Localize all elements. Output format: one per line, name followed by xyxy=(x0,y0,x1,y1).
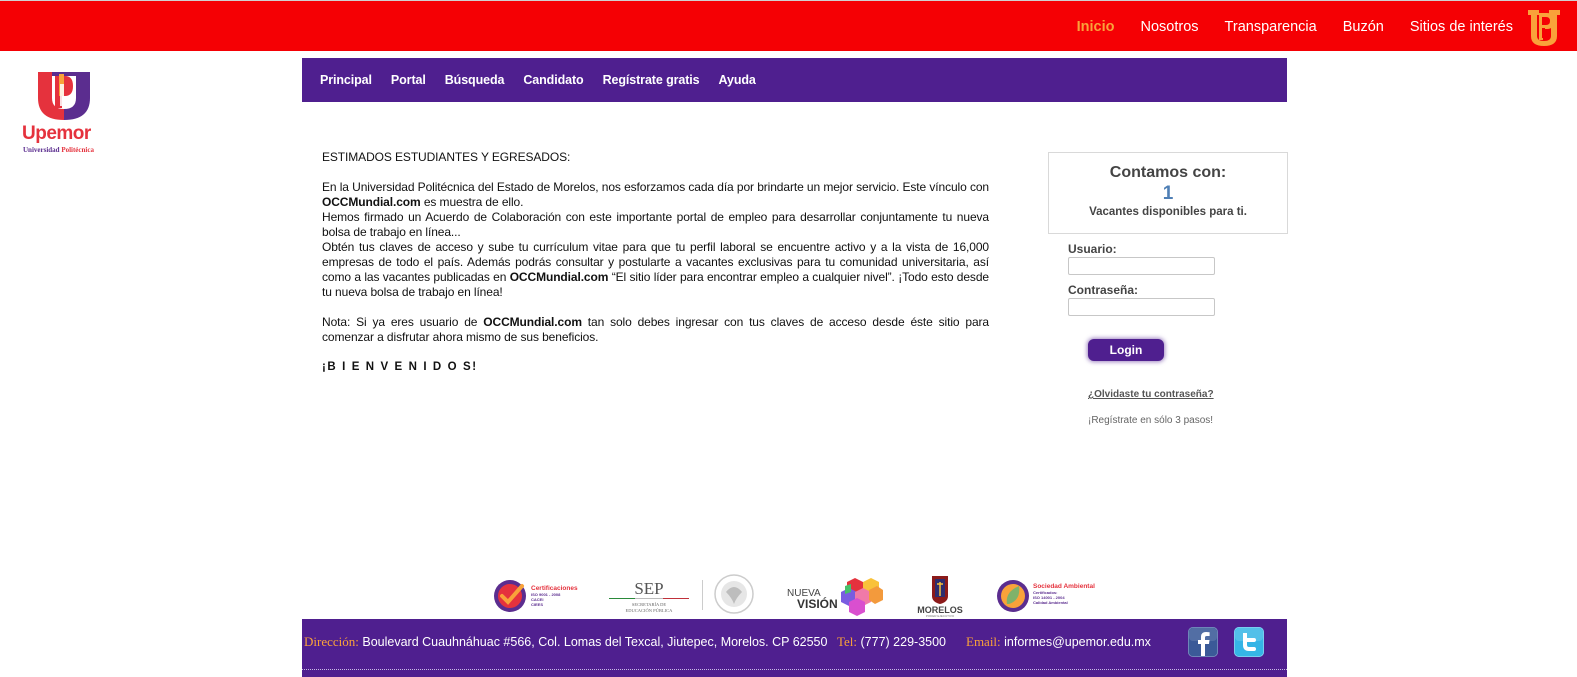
footer xyxy=(302,619,1287,677)
address-label: Dirección: xyxy=(304,634,359,649)
password-input[interactable] xyxy=(1068,298,1215,316)
paragraph-3-text-b: “El sitio líder para encontrar empleo a cualquier nivel”. ¡Todo esto desde tu nueva bolsa de trabajo en línea! xyxy=(322,270,989,299)
tel-value: (777) 229-3500 xyxy=(860,635,946,649)
top-nav-transparencia[interactable]: Transparencia xyxy=(1224,18,1317,35)
twitter-icon[interactable] xyxy=(1234,627,1264,657)
email-value[interactable]: informes@upemor.edu.mx xyxy=(1004,635,1151,649)
facebook-icon[interactable] xyxy=(1188,627,1218,657)
svg-text:NUEVA: NUEVA xyxy=(787,588,821,599)
occ-brand: OCCMundial.com xyxy=(322,195,421,209)
svg-text:Calidad Ambiental: Calidad Ambiental xyxy=(1033,600,1068,605)
note-text-a: Nota: Si ya eres usuario de xyxy=(322,315,484,329)
paragraph-1-text-b: es muestra de ello. xyxy=(420,195,524,209)
top-nav-sitios-de-interes[interactable]: Sitios de interés xyxy=(1409,18,1513,35)
svg-text:MORELOS: MORELOS xyxy=(917,605,963,615)
paragraph-1-text-a: En la Universidad Politécnica del Estado de Morelos, nos esforzamos cada día por brindarte un mejor servicio. Este vínculo con xyxy=(322,180,989,194)
svg-text:ISO 9001 - 2008: ISO 9001 - 2008 xyxy=(531,592,561,597)
vacancy-count: 1 xyxy=(1162,183,1174,204)
paragraph-2: Hemos firmado un Acuerdo de Colaboración con este importante portal de empleo para desarrollar conjuntamente tu nueva bolsa de trabajo en línea... xyxy=(322,210,989,239)
nav-registrate-gratis[interactable]: Regístrate gratis xyxy=(602,73,700,87)
occ-brand: OCCMundial.com xyxy=(509,270,609,284)
username-label: Usuario: xyxy=(1068,242,1117,256)
paragraph-3-text-a: Obtén tus claves de acceso y sube tu currículum vitae para que tu perfil laboral se encuentre activo y a la vista de 16,000 empresas de todo el país. Además podrás consultar y postularte a vacantes exclusivas para tu comunidad universitaria, así como a las vacantes publicadas en xyxy=(322,240,989,284)
partner-logos xyxy=(302,574,1287,619)
upemor-logo[interactable] xyxy=(20,70,110,158)
note-text-b: tan solo debes ingresar con tus claves de acceso desde éste sitio para comenzar a disfrutar ahora mismo de sus beneficios. xyxy=(322,315,989,344)
svg-text:SEP: SEP xyxy=(634,579,664,598)
counter-subtitle: Vacantes disponibles para ti. xyxy=(1089,206,1247,218)
brand-subtitle-universidad: Universidad xyxy=(23,146,60,154)
svg-text:Sociedad Ambiental: Sociedad Ambiental xyxy=(1033,583,1095,590)
register-link[interactable]: ¡Regístrate en sólo 3 pasos! xyxy=(1088,415,1214,426)
welcome-heading: ¡B I E N V E N I D O S! xyxy=(322,361,478,373)
tel-label: Tel: xyxy=(837,634,858,649)
welcome-message xyxy=(322,150,989,375)
nav-ayuda[interactable]: Ayuda xyxy=(718,73,756,87)
top-navigation-bar xyxy=(0,0,1577,51)
paragraph-3 xyxy=(322,240,989,300)
login-form xyxy=(1068,242,1268,426)
password-label: Contraseña: xyxy=(1068,283,1139,297)
svg-text:SECRETARÍA DE: SECRETARÍA DE xyxy=(631,602,667,607)
nav-portal[interactable]: Portal xyxy=(390,73,426,87)
top-nav xyxy=(1051,1,1513,52)
email-label: Email: xyxy=(966,634,1001,649)
svg-text:CACEI: CACEI xyxy=(531,597,544,602)
brand-subtitle-politecnica: Politécnica xyxy=(61,146,94,154)
footer-address xyxy=(304,634,827,650)
svg-text:VISIÓN: VISIÓN xyxy=(797,597,838,611)
escudo-nacional-icon[interactable] xyxy=(700,574,758,618)
username-input[interactable] xyxy=(1068,257,1215,275)
portal-nav xyxy=(302,58,1287,102)
svg-text:Certificaciones: Certificaciones xyxy=(531,585,578,592)
top-nav-nosotros[interactable]: Nosotros xyxy=(1140,18,1199,35)
note-paragraph xyxy=(322,315,989,345)
counter-title: Contamos con: xyxy=(1109,164,1227,181)
address-value: Boulevard Cuauhnáhuac #566, Col. Lomas del Texcal, Jiutepec, Morelos. CP 62550 xyxy=(362,635,828,649)
sep-logo-icon[interactable] xyxy=(607,574,691,618)
login-button[interactable]: Login xyxy=(1088,339,1164,361)
svg-text:CIEES: CIEES xyxy=(531,602,544,607)
occ-brand: OCCMundial.com xyxy=(483,315,582,329)
forgot-password-link[interactable]: ¿Olvidaste tu contraseña? xyxy=(1088,389,1214,400)
paragraph-1 xyxy=(322,180,989,210)
brand-name: Upemor xyxy=(22,123,91,144)
footer-phone xyxy=(837,634,946,650)
upemor-monogram-icon[interactable] xyxy=(1527,9,1561,47)
top-nav-buzon[interactable]: Buzón xyxy=(1342,18,1384,35)
brand-subtitle xyxy=(23,146,94,154)
svg-text:PODER EJECUTIVO: PODER EJECUTIVO xyxy=(925,614,955,618)
nav-candidato[interactable]: Candidato xyxy=(523,73,584,87)
certificaciones-logo-icon[interactable] xyxy=(492,574,584,618)
sociedad-ambiental-logo-icon[interactable] xyxy=(995,574,1099,618)
svg-text:ISO 14001 - 2004: ISO 14001 - 2004 xyxy=(1033,595,1065,600)
svg-text:Certificados:: Certificados: xyxy=(1033,590,1058,595)
nav-principal[interactable]: Principal xyxy=(320,73,372,87)
morelos-logo-icon[interactable] xyxy=(914,574,966,618)
svg-text:EDUCACIÓN PÚBLICA: EDUCACIÓN PÚBLICA xyxy=(625,608,673,613)
vacancy-counter xyxy=(1048,152,1288,234)
nueva-vision-logo-icon[interactable] xyxy=(785,574,885,618)
footer-email xyxy=(966,634,1151,650)
top-nav-inicio[interactable]: Inicio xyxy=(1076,18,1115,35)
upemor-u-logo-icon xyxy=(38,72,90,120)
greeting: ESTIMADOS ESTUDIANTES Y EGRESADOS: xyxy=(322,150,571,164)
nav-busqueda[interactable]: Búsqueda xyxy=(444,73,505,87)
footer-divider xyxy=(302,669,1287,670)
